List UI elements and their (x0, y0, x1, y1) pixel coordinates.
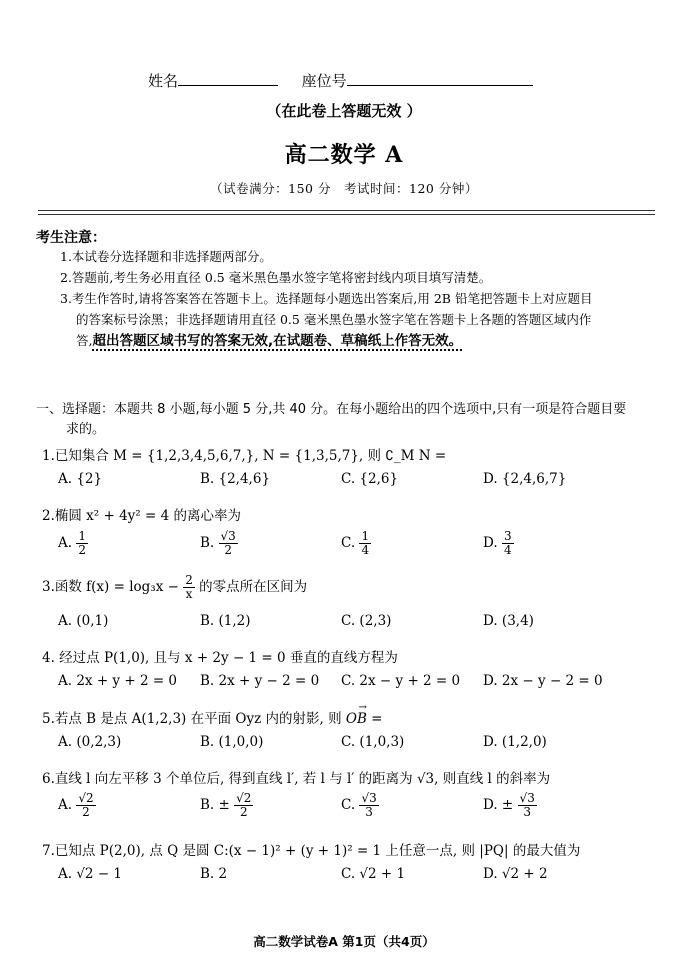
q2-b-label: B. (200, 535, 215, 551)
q5-vector-label: OB (345, 711, 367, 727)
notice-heading: 考生注意： (36, 230, 106, 246)
q3-frac-den: x (185, 587, 193, 601)
question-3-stem (42, 574, 307, 601)
exam-subtitle: （试卷满分：150 分 考试时间：120 分钟） (210, 181, 478, 196)
q2-c-den: 4 (361, 543, 370, 557)
q6-c-label: C. (341, 797, 356, 813)
notice-item-3a: 3.考生作答时,请将答案答在答题卡上。选择题每小题选出答案后,用 2B 铅笔把答题卡上对应题目 (60, 291, 593, 306)
q5-option-c: C. (1,0,3) (341, 734, 405, 750)
seat-label: 座位号 (301, 72, 347, 90)
q3-stem-a: 3.函数 f(x) = log₃x − (42, 579, 179, 595)
seat-blank (347, 71, 533, 86)
q2-a-label: A. (58, 535, 73, 551)
question-1-stem: 1.已知集合 M = {1,2,3,4,5,6,7,}, N = {1,3,5,7}, 则 ∁_M N = (42, 448, 447, 464)
q7-option-a: A. √2 − 1 (58, 866, 123, 882)
q2-d-fraction (502, 530, 514, 557)
q6-c-fraction (359, 792, 378, 819)
q6-b-num: √2 (236, 791, 252, 805)
question-7-stem: 7.已知点 P(2,0), 点 Q 是圆 C:(x − 1)² + (y + 1)² = 1 上任意一点, 则 |PQ| 的最大值为 (42, 843, 581, 859)
page-footer: 高二数学试卷A 第1页（共4页） (253, 934, 435, 949)
q7-option-b: B. 2 (200, 866, 228, 882)
q5-vector: → OB (345, 702, 367, 727)
q2-c-fraction (359, 530, 371, 557)
q6-c-num: √3 (361, 791, 377, 805)
notice-item-3c-bold: 超出答题区域书写的答案无效,在试题卷、草稿纸上作答无效。 (92, 333, 463, 349)
invalid-note: （在此卷上答题无效 ） (266, 102, 422, 120)
q4-option-b: B. 2x + y − 2 = 0 (200, 673, 320, 689)
q2-option-a (58, 530, 88, 557)
question-5-stem (42, 702, 383, 727)
q6-b-den: 2 (239, 805, 248, 819)
q6-a-fraction (76, 792, 95, 819)
q2-d-num: 3 (503, 529, 512, 543)
q3-option-c: C. (2,3) (341, 613, 392, 629)
notice-list (60, 246, 660, 352)
section1-heading-line2: 求的。 (66, 422, 106, 437)
q6-b-label: B. ± (200, 797, 230, 813)
q6-b-fraction (234, 792, 253, 819)
q6-option-a (58, 792, 96, 819)
q2-b-den: 2 (224, 543, 232, 557)
q3-option-b: B. (1,2) (200, 613, 251, 629)
q3-option-d: D. (3,4) (483, 613, 534, 629)
q4-option-c: C. 2x − y + 2 = 0 (341, 673, 461, 689)
q5-option-a: A. (0,2,3) (58, 734, 122, 750)
q4-option-a: A. 2x + y + 2 = 0 (58, 673, 178, 689)
q2-b-fraction (219, 530, 238, 557)
name-seat-line (148, 70, 533, 91)
q1-option-c: C. {2,6} (341, 471, 399, 487)
q2-d-label: D. (483, 535, 498, 551)
q2-option-d (483, 530, 514, 557)
q3-option-a: A. (0,1) (58, 613, 109, 629)
name-label: 姓名 (148, 72, 179, 90)
q5-option-b: B. (1,0,0) (200, 734, 264, 750)
question-6-stem: 6.直线 l 向左平移 3 个单位后, 得到直线 l′, 若 l 与 l′ 的距离为 √3, 则直线 l 的斜率为 (42, 771, 551, 787)
q4-option-d: D. 2x − y − 2 = 0 (483, 673, 603, 689)
q6-a-den: 2 (82, 805, 90, 819)
question-2-stem: 2.椭圆 x² + 4y² = 4 的离心率为 (42, 508, 241, 524)
q1-option-d: D. {2,4,6,7} (483, 471, 567, 487)
q3-stem-b: 的零点所在区间为 (199, 579, 308, 595)
notice-item-2: 2.答题前,考生务必用直径 0.5 毫米黑色墨水签字笔将密封线内项目填写清楚。 (60, 270, 492, 285)
q5-option-d: D. (1,2,0) (483, 734, 547, 750)
q2-d-den: 4 (503, 543, 512, 557)
notice-item-1: 1.本试卷分选择题和非选择题两部分。 (60, 249, 272, 264)
q7-option-c: C. √2 + 1 (341, 866, 406, 882)
notice-item-3c (60, 330, 660, 352)
q6-d-num: √3 (519, 791, 535, 805)
notice-item-3c-plain: 答, (76, 333, 93, 348)
q5-stem-a: 5.若点 B 是点 A(1,2,3) 在平面 Oyz 内的射影, 则 (42, 711, 342, 727)
q3-fraction (183, 574, 195, 601)
q6-option-c (341, 792, 379, 819)
q6-option-d (483, 792, 537, 819)
q6-d-label: D. ± (483, 797, 514, 813)
section1-heading-line1: 一、选择题：本题共 8 小题,每小题 5 分,共 40 分。在每小题给出的四个选项中,只有一项是符合题目要 (36, 402, 627, 417)
q1-option-a: A. {2} (58, 471, 103, 487)
q2-option-c (341, 530, 371, 557)
q3-frac-num: 2 (185, 573, 193, 587)
q6-a-label: A. (58, 797, 73, 813)
question-4-stem: 4. 经过点 P(1,0), 且与 x + 2y − 1 = 0 垂直的直线方程为 (42, 650, 398, 666)
section1-heading (36, 400, 676, 440)
divider-bottom (38, 214, 655, 215)
page-title: 高二数学 A (284, 142, 404, 168)
divider-top (38, 210, 655, 211)
q2-c-label: C. (341, 535, 356, 551)
q6-d-den: 3 (523, 805, 531, 819)
q6-c-den: 3 (365, 805, 373, 819)
q2-a-fraction (76, 530, 88, 557)
q2-c-num: 1 (361, 529, 370, 543)
q6-a-num: √2 (78, 791, 94, 805)
notice-item-3b: 的答案标号涂黑；非选择题请用直径 0.5 毫米黑色墨水签字笔在答题卡上各题的答题区域内作 (76, 312, 592, 327)
q2-a-num: 1 (78, 529, 86, 543)
q5-stem-b: = (371, 711, 383, 727)
q6-d-fraction (518, 792, 537, 819)
q7-option-d: D. √2 + 2 (483, 866, 548, 882)
q2-option-b (200, 530, 238, 557)
q2-a-den: 2 (78, 543, 86, 557)
q6-option-b (200, 792, 253, 819)
name-blank (178, 71, 278, 86)
q2-b-num: √3 (220, 529, 236, 543)
q1-option-b: B. {2,4,6} (200, 471, 271, 487)
